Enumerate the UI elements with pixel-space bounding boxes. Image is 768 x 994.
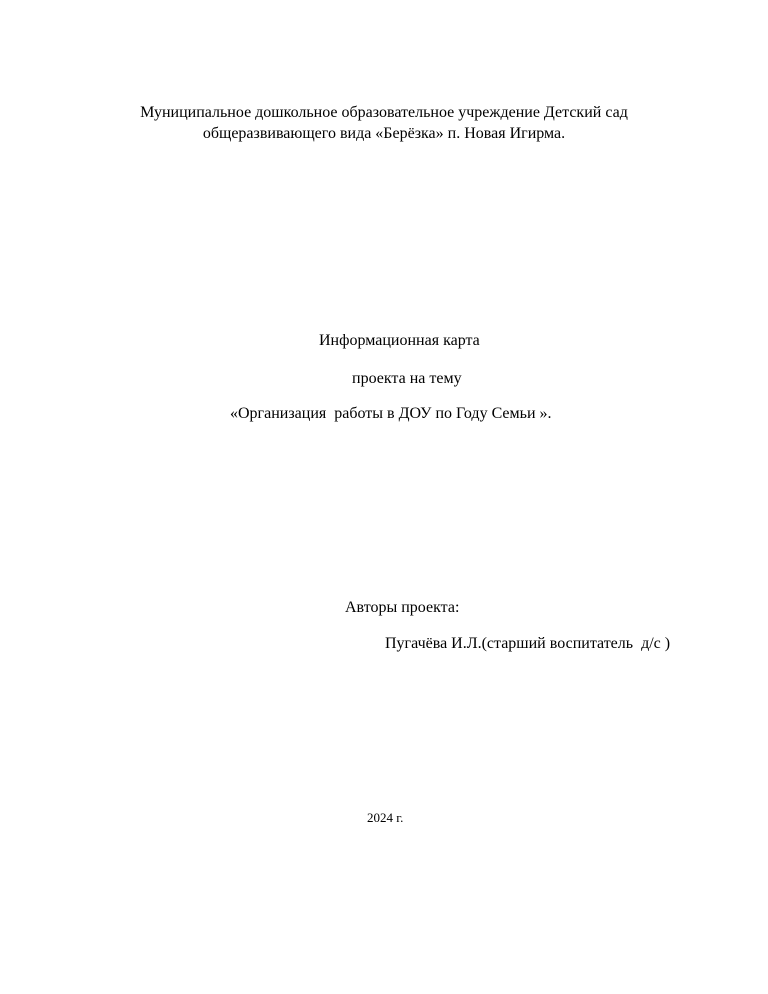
document-subtitle: проекта на тему bbox=[352, 370, 462, 387]
document-title: Информационная карта bbox=[319, 332, 480, 349]
institution-name-line-2: общеразвивающего вида «Берёзка» п. Новая Игирма. bbox=[202, 125, 566, 142]
document-year: 2024 г. bbox=[367, 810, 404, 825]
authors-label: Авторы проекта: bbox=[345, 599, 460, 616]
project-topic: «Организация работы в ДОУ по Году Семьи ». bbox=[230, 405, 552, 422]
author-name: Пугачёва И.Л.(старший воспитатель д/с ) bbox=[385, 635, 671, 652]
institution-name-line-1: Муниципальное дошкольное образовательное учреждение Детский сад bbox=[140, 104, 628, 121]
